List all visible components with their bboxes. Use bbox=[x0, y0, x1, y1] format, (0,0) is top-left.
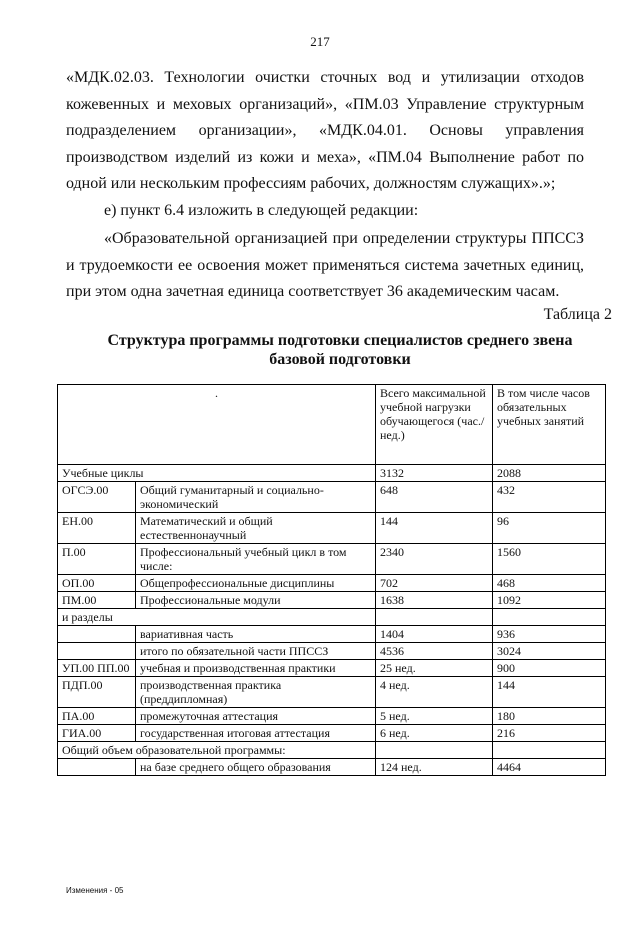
row-code: ОГСЭ.00 bbox=[58, 482, 136, 513]
row-label: Учебные циклы bbox=[58, 465, 376, 482]
table-row bbox=[58, 759, 606, 776]
row-mandatory: 216 bbox=[493, 725, 606, 742]
row-mandatory bbox=[493, 609, 606, 626]
row-total: 4536 bbox=[376, 643, 493, 660]
row-total: 3132 bbox=[376, 465, 493, 482]
table-row bbox=[58, 592, 606, 609]
paragraph-continuation: «МДК.02.03. Технологии очистки сточных вод и утилизации отходов кожевенных и меховых организаций», «ПМ.03 Управление структурным подразделением организации», «МДК.04.01. Основы управления производством изделий из кожи и меха», «ПМ.04 Выполнение работ по одной или нескольким профессиям рабочих, должностям служащих».»; bbox=[66, 69, 584, 192]
row-mandatory: 1092 bbox=[493, 592, 606, 609]
table-row bbox=[58, 575, 606, 592]
row-total: 5 нед. bbox=[376, 708, 493, 725]
table-row bbox=[58, 742, 606, 759]
row-total: 25 нед. bbox=[376, 660, 493, 677]
page-number: 217 bbox=[310, 34, 330, 49]
table-row bbox=[58, 725, 606, 742]
row-name: Профессиональный учебный цикл в том числе: bbox=[136, 544, 376, 575]
row-name: Общепрофессиональные дисциплины bbox=[136, 575, 376, 592]
row-name: Математический и общий естественнонаучный bbox=[136, 513, 376, 544]
row-mandatory: 4464 bbox=[493, 759, 606, 776]
row-name: промежуточная аттестация bbox=[136, 708, 376, 725]
row-total: 648 bbox=[376, 482, 493, 513]
row-total: 6 нед. bbox=[376, 725, 493, 742]
row-label: Общий объем образовательной программы: bbox=[58, 742, 376, 759]
row-mandatory: 2088 bbox=[493, 465, 606, 482]
row-total: 1404 bbox=[376, 626, 493, 643]
row-mandatory: 180 bbox=[493, 708, 606, 725]
table-title: Структура программы подготовки специалистов среднего звена базовой подготовки bbox=[107, 332, 573, 368]
row-total: 4 нед. bbox=[376, 677, 493, 708]
row-mandatory: 3024 bbox=[493, 643, 606, 660]
paragraph-item-e: е) пункт 6.4 изложить в следующей редакции: bbox=[104, 202, 419, 219]
row-mandatory: 96 bbox=[493, 513, 606, 544]
table-row bbox=[58, 677, 606, 708]
row-total: 2340 bbox=[376, 544, 493, 575]
row-label: и разделы bbox=[58, 609, 376, 626]
row-code: ПДП.00 bbox=[58, 677, 136, 708]
row-total: 124 нед. bbox=[376, 759, 493, 776]
row-mandatory: 144 bbox=[493, 677, 606, 708]
table-row bbox=[58, 643, 606, 660]
row-total: 702 bbox=[376, 575, 493, 592]
table-row bbox=[58, 465, 606, 482]
row-mandatory: 936 bbox=[493, 626, 606, 643]
row-name: Профессиональные модули bbox=[136, 592, 376, 609]
row-name: итого по обязательной части ППССЗ bbox=[136, 643, 376, 660]
row-code bbox=[58, 643, 136, 660]
row-mandatory: 432 bbox=[493, 482, 606, 513]
row-name: учебная и производственная практики bbox=[136, 660, 376, 677]
table-row bbox=[58, 708, 606, 725]
table-row bbox=[58, 513, 606, 544]
table-caption: Таблица 2 bbox=[543, 306, 612, 323]
row-mandatory: 468 bbox=[493, 575, 606, 592]
paragraph-credit-units: «Образовательной организацией при определении структуры ППССЗ и трудоемкости ее освоения может применяться система зачетных единиц, при этом одна зачетная единица соответствует 36 академическим часам. bbox=[66, 230, 584, 300]
header-total-load: Всего максимальной учебной нагрузки обучающегося (час./нед.) bbox=[376, 385, 493, 465]
row-mandatory bbox=[493, 742, 606, 759]
row-code: П.00 bbox=[58, 544, 136, 575]
row-name: производственная практика (преддипломная) bbox=[136, 677, 376, 708]
row-code: ГИА.00 bbox=[58, 725, 136, 742]
header-mandatory-hours: В том числе часов обязательных учебных занятий bbox=[493, 385, 606, 465]
table-row bbox=[58, 482, 606, 513]
table-header-row bbox=[58, 385, 606, 465]
header-blank-cell: . bbox=[58, 385, 376, 465]
row-mandatory: 900 bbox=[493, 660, 606, 677]
row-total: 144 bbox=[376, 513, 493, 544]
row-code: ПА.00 bbox=[58, 708, 136, 725]
footer-revision: Изменения - 05 bbox=[66, 886, 124, 895]
row-mandatory: 1560 bbox=[493, 544, 606, 575]
program-structure-table bbox=[57, 384, 606, 776]
table-row bbox=[58, 609, 606, 626]
row-code: УП.00 ПП.00 bbox=[58, 660, 136, 677]
table-row bbox=[58, 660, 606, 677]
row-code bbox=[58, 759, 136, 776]
row-total bbox=[376, 742, 493, 759]
row-total: 1638 bbox=[376, 592, 493, 609]
row-code bbox=[58, 626, 136, 643]
row-code: ОП.00 bbox=[58, 575, 136, 592]
table-row bbox=[58, 544, 606, 575]
row-name: государственная итоговая аттестация bbox=[136, 725, 376, 742]
row-code: ПМ.00 bbox=[58, 592, 136, 609]
row-name: Общий гуманитарный и социально-экономический bbox=[136, 482, 376, 513]
row-name: вариативная часть bbox=[136, 626, 376, 643]
row-name: на базе среднего общего образования bbox=[136, 759, 376, 776]
row-code: ЕН.00 bbox=[58, 513, 136, 544]
row-total bbox=[376, 609, 493, 626]
table-row bbox=[58, 626, 606, 643]
